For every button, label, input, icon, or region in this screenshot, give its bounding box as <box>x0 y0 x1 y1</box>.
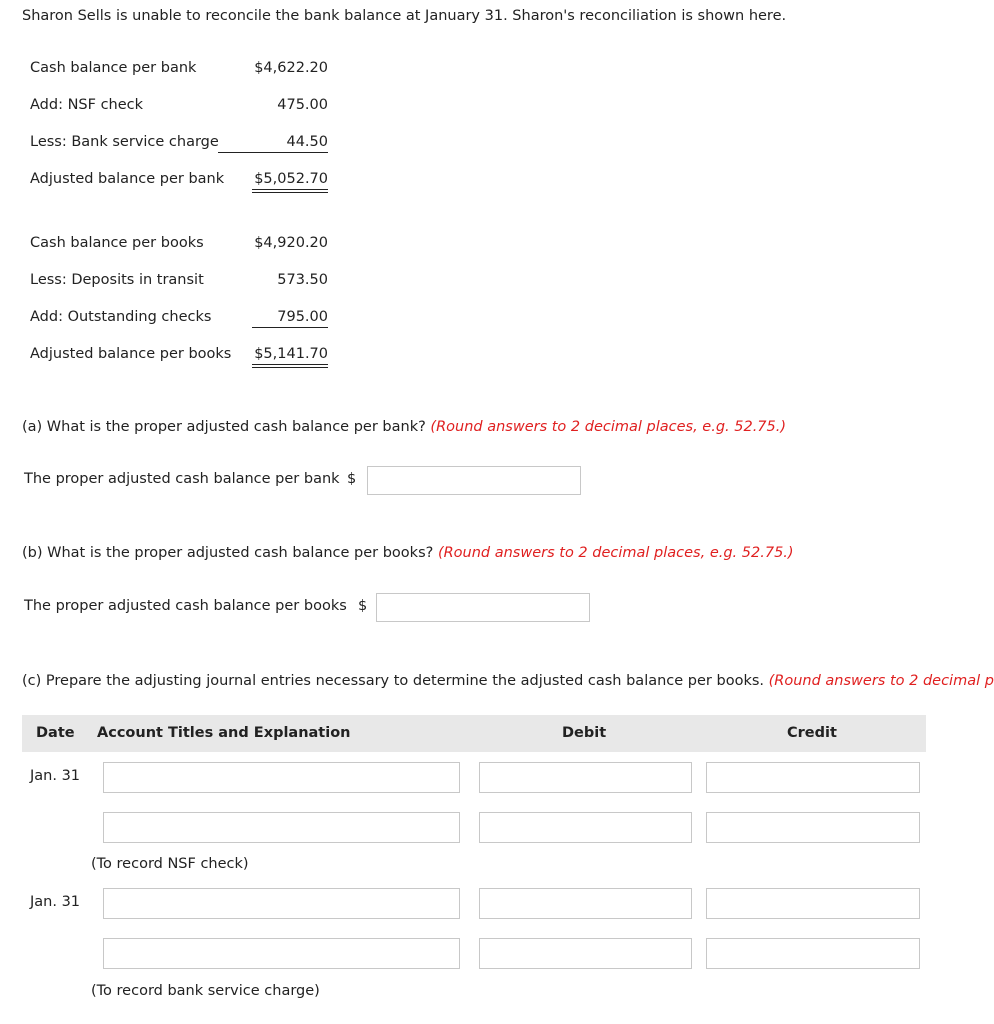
credit-input[interactable] <box>706 762 920 793</box>
book-recon-label: Cash balance per books <box>30 235 204 251</box>
header-debit: Debit <box>562 725 607 741</box>
bank-recon-label: Cash balance per bank <box>30 60 197 76</box>
header-credit: Credit <box>787 725 837 741</box>
entry-date: Jan. 31 <box>30 894 81 910</box>
bank-recon-amount: 475.00 <box>277 97 328 113</box>
bank-recon-amount: 44.50 <box>286 134 328 150</box>
answer-b-label: The proper adjusted cash balance per books <box>24 598 347 614</box>
question-b-text: (b) What is the proper adjusted cash balance per books? <box>22 545 434 561</box>
debit-input[interactable] <box>479 812 692 843</box>
credit-input[interactable] <box>706 812 920 843</box>
question-c-hint: (Round answers to 2 decimal p <box>768 673 994 689</box>
question-c <box>22 673 994 689</box>
bank-recon-label: Adjusted balance per bank <box>30 171 225 187</box>
book-recon-amount: 795.00 <box>277 309 328 325</box>
question-a <box>22 419 786 435</box>
credit-input[interactable] <box>706 938 920 969</box>
entry-explanation: (To record NSF check) <box>91 856 249 872</box>
account-title-input[interactable] <box>103 762 460 793</box>
book-balance-input[interactable] <box>376 593 590 622</box>
header-date: Date <box>36 725 75 741</box>
entry-explanation: (To record bank service charge) <box>91 983 320 999</box>
bank-balance-input[interactable] <box>367 466 581 495</box>
question-c-text: (c) Prepare the adjusting journal entries necessary to determine the adjusted cash balance per books. <box>22 673 764 689</box>
debit-input[interactable] <box>479 888 692 919</box>
book-recon-amount: 573.50 <box>277 272 328 288</box>
header-account: Account Titles and Explanation <box>97 725 351 741</box>
question-b-hint: (Round answers to 2 decimal places, e.g. 52.75.) <box>437 545 794 561</box>
account-title-input[interactable] <box>103 812 460 843</box>
question-b <box>22 545 794 561</box>
entry-date: Jan. 31 <box>30 768 81 784</box>
answer-a-label: The proper adjusted cash balance per bank <box>24 471 340 487</box>
bank-recon-label: Add: NSF check <box>30 97 144 113</box>
bank-recon-label: Less: Bank service charge <box>30 134 219 150</box>
bank-recon-amount: $4,622.20 <box>254 60 328 76</box>
book-recon-label: Add: Outstanding checks <box>30 309 212 325</box>
question-a-text: (a) What is the proper adjusted cash balance per bank? <box>22 419 426 435</box>
book-recon-total: $5,141.70 <box>254 346 328 362</box>
credit-input[interactable] <box>706 888 920 919</box>
intro-text: Sharon Sells is unable to reconcile the bank balance at January 31. Sharon's reconciliation is shown here. <box>22 8 787 24</box>
answer-b-currency: $ <box>358 598 368 614</box>
account-title-input[interactable] <box>103 888 460 919</box>
book-recon-label: Less: Deposits in transit <box>30 272 204 288</box>
account-title-input[interactable] <box>103 938 460 969</box>
debit-input[interactable] <box>479 938 692 969</box>
answer-a-currency: $ <box>347 471 357 487</box>
question-a-hint: (Round answers to 2 decimal places, e.g. 52.75.) <box>430 419 787 435</box>
bank-recon-total: $5,052.70 <box>254 171 328 187</box>
book-recon-amount: $4,920.20 <box>254 235 328 251</box>
book-recon-label: Adjusted balance per books <box>30 346 232 362</box>
debit-input[interactable] <box>479 762 692 793</box>
